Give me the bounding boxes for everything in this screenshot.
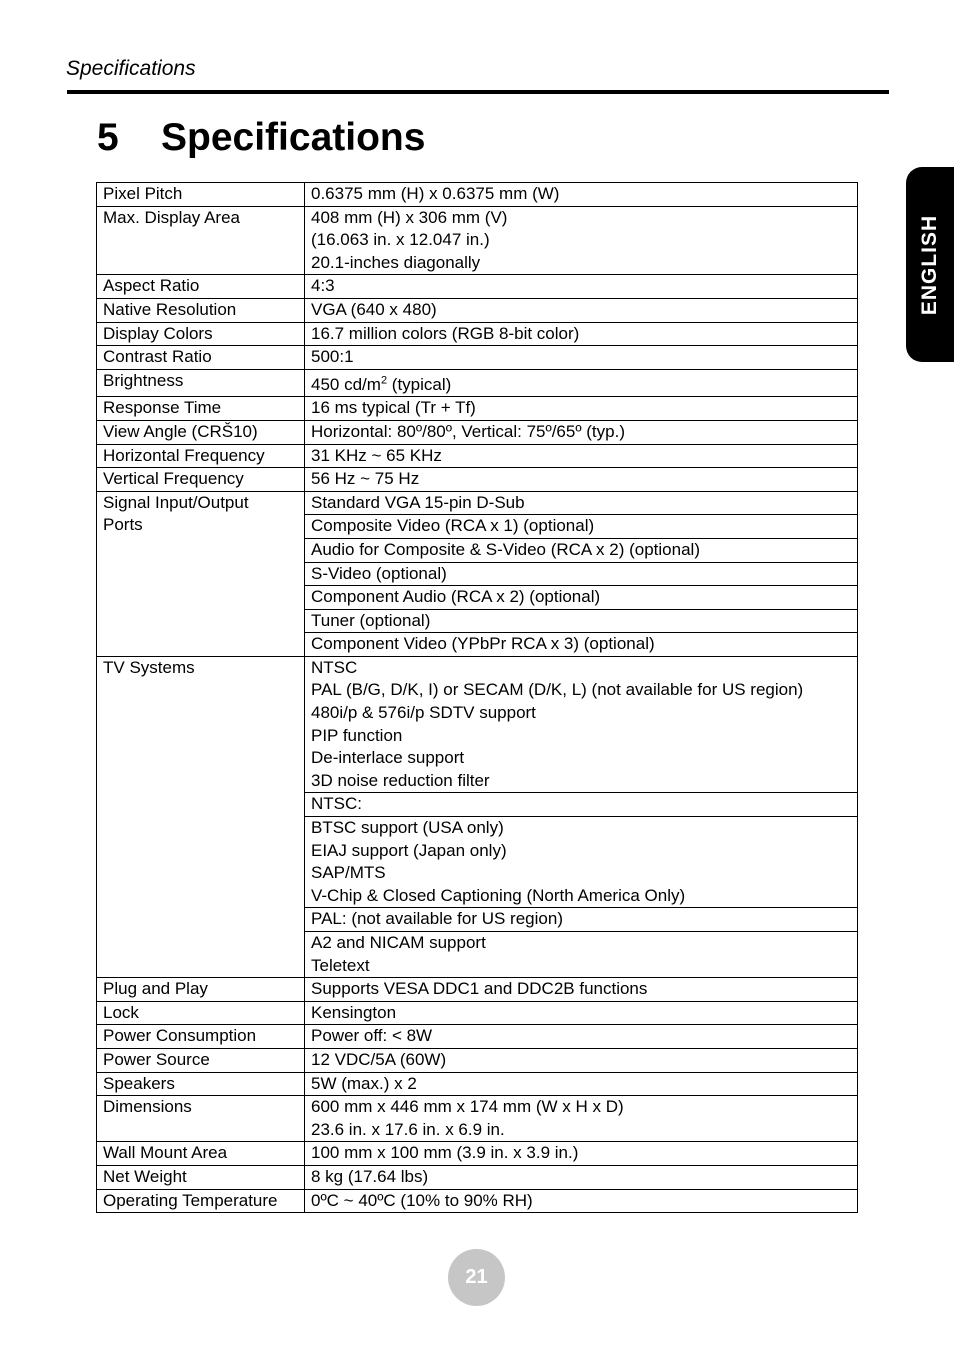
spec-value-line: 31 KHz ~ 65 KHz: [311, 445, 442, 465]
spec-label: Plug and Play: [97, 978, 305, 1002]
spec-value: [305, 817, 858, 908]
spec-value-line: De-interlace support: [311, 748, 465, 768]
spec-row: [97, 1048, 858, 1072]
spec-row: [97, 397, 858, 421]
spec-value: [305, 1189, 858, 1213]
spec-value-line: (16.063 in. x 12.047 in.): [311, 230, 490, 250]
language-tab-label: ENGLISH: [918, 214, 941, 315]
spec-row: [97, 346, 858, 370]
spec-row: [97, 1072, 858, 1096]
spec-value-line: 480i/p & 576i/p SDTV support: [311, 703, 536, 723]
spec-label: Power Source: [97, 1048, 305, 1072]
spec-label: Horizontal Frequency: [97, 444, 305, 468]
section-title: Specifications: [161, 116, 426, 159]
spec-value-line: 3D noise reduction filter: [311, 770, 490, 790]
spec-value-line: 5W (max.) x 2: [311, 1073, 417, 1093]
spec-value: [305, 369, 858, 397]
running-header: Specifications: [66, 57, 196, 80]
spec-value: S-Video (optional): [305, 562, 858, 586]
spec-row: [97, 298, 858, 322]
spec-value-line: NTSC: [311, 657, 358, 677]
spec-label-line: Signal Input/Output: [103, 492, 249, 512]
spec-value: [305, 1142, 858, 1166]
spec-value: [305, 346, 858, 370]
spec-row: [97, 1001, 858, 1025]
spec-label: Dimensions: [97, 1096, 305, 1142]
superscript: 2: [380, 374, 388, 387]
page-title: [97, 116, 425, 160]
spec-label-line: Ports: [103, 515, 143, 535]
spec-value: [305, 793, 858, 817]
spec-row: [97, 369, 858, 397]
spec-value: [305, 656, 858, 793]
spec-label: Wall Mount Area: [97, 1142, 305, 1166]
spec-label: Operating Temperature: [97, 1189, 305, 1213]
spec-label: View Angle (CRŠ10): [97, 420, 305, 444]
spec-row: [97, 491, 858, 515]
spec-row: [97, 1165, 858, 1189]
spec-row: [97, 420, 858, 444]
spec-value: [305, 206, 858, 275]
spec-value: [305, 183, 858, 207]
spec-label: Contrast Ratio: [97, 346, 305, 370]
spec-label: TV Systems: [97, 656, 305, 977]
spec-value-line: Power off: < 8W: [311, 1026, 433, 1046]
spec-value: [305, 908, 858, 932]
spec-value-line: 100 mm x 100 mm (3.9 in. x 3.9 in.): [311, 1143, 579, 1163]
spec-row: [97, 1142, 858, 1166]
spec-row: [97, 978, 858, 1002]
spec-value: [305, 468, 858, 492]
spec-row: [97, 1025, 858, 1049]
spec-value-line: 16 ms typical (Tr + Tf): [311, 398, 476, 418]
spec-value-line: 0ºC ~ 40ºC (10% to 90% RH): [311, 1190, 533, 1210]
spec-value-line: V-Chip & Closed Captioning (North America Only): [311, 885, 686, 905]
spec-row: [97, 1189, 858, 1213]
spec-row: [97, 275, 858, 299]
spec-label: Speakers: [97, 1072, 305, 1096]
language-tab: [906, 167, 954, 362]
spec-value-line: EIAJ support (Japan only): [311, 840, 507, 860]
spec-value: Component Audio (RCA x 2) (optional): [305, 586, 858, 610]
spec-label: Response Time: [97, 397, 305, 421]
spec-value: Component Video (YPbPr RCA x 3) (optional): [305, 633, 858, 657]
spec-row: [97, 468, 858, 492]
spec-value-line: 16.7 million colors (RGB 8-bit color): [311, 323, 580, 343]
spec-value: [305, 397, 858, 421]
spec-value-line: Teletext: [311, 955, 370, 975]
spec-value: [305, 420, 858, 444]
spec-label: Vertical Frequency: [97, 468, 305, 492]
spec-value: Composite Video (RCA x 1) (optional): [305, 515, 858, 539]
section-number: 5: [97, 116, 119, 159]
spec-label: Power Consumption: [97, 1025, 305, 1049]
spec-label: Native Resolution: [97, 298, 305, 322]
spec-value-line: Horizontal: 80º/80º, Vertical: 75º/65º (typ.): [311, 421, 625, 441]
spec-value-line: PIP function: [311, 725, 403, 745]
spec-value: [305, 322, 858, 346]
spec-value-text: 450 cd/m: [311, 374, 381, 394]
spec-row: [97, 444, 858, 468]
spec-value-line: 600 mm x 446 mm x 174 mm (W x H x D): [311, 1097, 624, 1117]
spec-value-line: 56 Hz ~ 75 Hz: [311, 469, 420, 489]
spec-value-text: (typical): [387, 374, 452, 394]
spec-value-line: 408 mm (H) x 306 mm (V): [311, 207, 508, 227]
spec-value: Standard VGA 15-pin D-Sub: [305, 491, 858, 515]
spec-value-line: PAL (B/G, D/K, I) or SECAM (D/K, L) (not available for US region): [311, 680, 804, 700]
page-number: 21: [448, 1249, 505, 1306]
spec-value: [305, 932, 858, 978]
spec-value-line: Kensington: [311, 1002, 397, 1022]
spec-value-line: 500:1: [311, 347, 354, 367]
spec-value-line: 12 VDC/5A (60W): [311, 1049, 447, 1069]
spec-label: Aspect Ratio: [97, 275, 305, 299]
header-rule: [67, 90, 889, 94]
specifications-table: [96, 182, 858, 1213]
spec-value: [305, 1001, 858, 1025]
spec-label: Net Weight: [97, 1165, 305, 1189]
spec-row: [97, 656, 858, 793]
spec-row: [97, 322, 858, 346]
spec-value: [305, 444, 858, 468]
spec-value-line: NTSC:: [311, 794, 362, 814]
spec-value: [305, 1048, 858, 1072]
spec-value: [305, 298, 858, 322]
spec-row: [97, 1096, 858, 1142]
spec-value-line: Supports VESA DDC1 and DDC2B functions: [311, 979, 648, 999]
spec-value-line: PAL: (not available for US region): [311, 909, 563, 929]
spec-row: [97, 183, 858, 207]
spec-value-line: 20.1-inches diagonally: [311, 252, 481, 272]
spec-label: [97, 491, 305, 656]
spec-label: Max. Display Area: [97, 206, 305, 275]
specifications-table-body: [97, 183, 858, 1213]
spec-value: [305, 275, 858, 299]
spec-value: Tuner (optional): [305, 609, 858, 633]
spec-value-line: 4:3: [311, 276, 335, 296]
spec-label: Brightness: [97, 369, 305, 397]
spec-label: Lock: [97, 1001, 305, 1025]
spec-value: [305, 1025, 858, 1049]
spec-value-line: SAP/MTS: [311, 863, 386, 883]
spec-value: [305, 1096, 858, 1142]
spec-value-line: 8 kg (17.64 lbs): [311, 1166, 429, 1186]
spec-label: Pixel Pitch: [97, 183, 305, 207]
spec-value-line: BTSC support (USA only): [311, 818, 504, 838]
spec-value-line: VGA (640 x 480): [311, 299, 437, 319]
spec-value-line: 23.6 in. x 17.6 in. x 6.9 in.: [311, 1119, 505, 1139]
spec-value-line: A2 and NICAM support: [311, 933, 486, 952]
spec-value: [305, 1165, 858, 1189]
spec-label: Display Colors: [97, 322, 305, 346]
spec-row: [97, 206, 858, 275]
spec-value: Audio for Composite & S-Video (RCA x 2) (optional): [305, 538, 858, 562]
spec-value: [305, 1072, 858, 1096]
spec-value-line: 0.6375 mm (H) x 0.6375 mm (W): [311, 184, 560, 203]
spec-value: [305, 978, 858, 1002]
